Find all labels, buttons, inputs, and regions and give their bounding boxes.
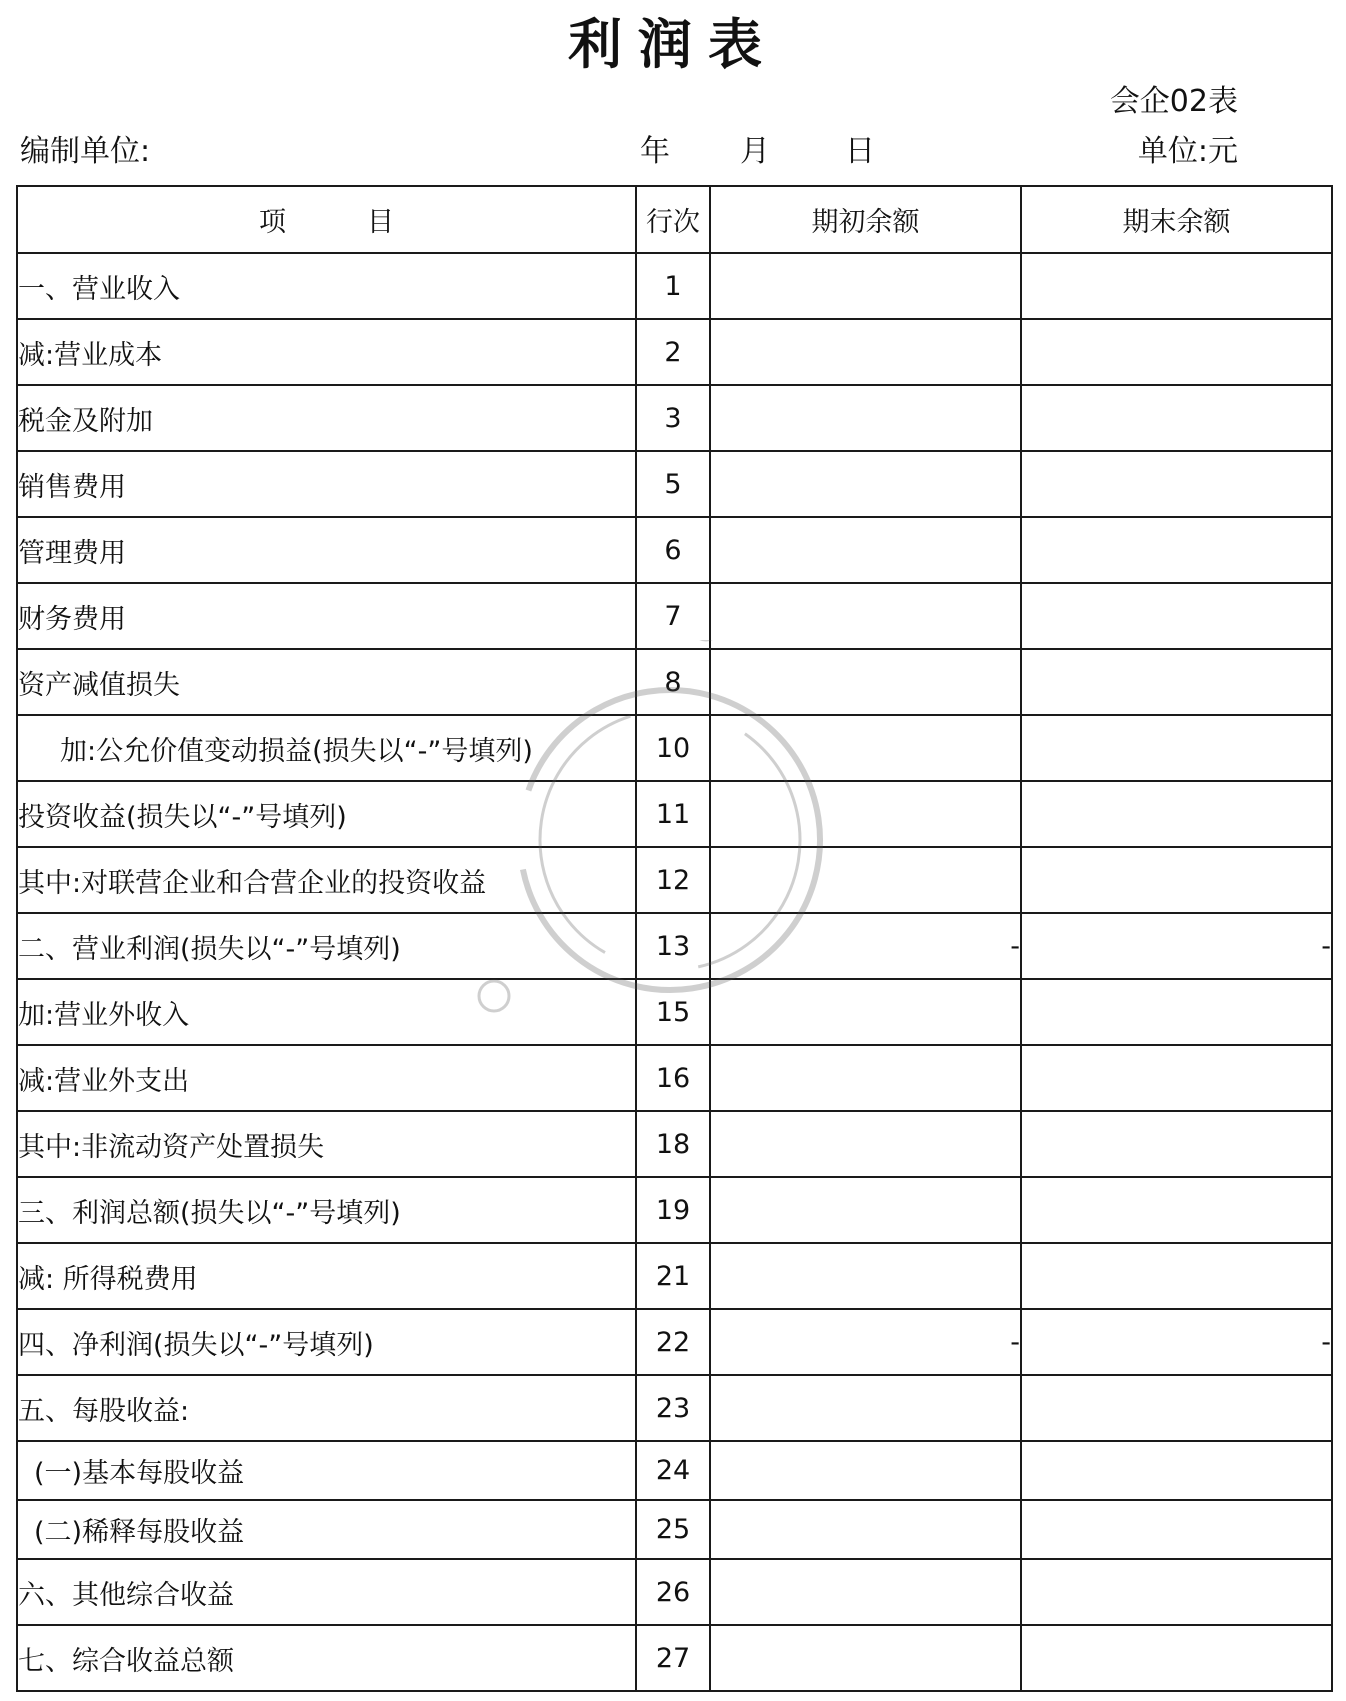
item-cell: 二、营业利润(损失以“-”号填列) <box>17 913 636 979</box>
line-number-cell: 21 <box>636 1243 710 1309</box>
compiler-label: 编制单位: <box>20 134 151 169</box>
header-line: 行次 <box>636 186 710 253</box>
line-number-cell: 24 <box>636 1441 710 1500</box>
line-number-cell: 12 <box>636 847 710 913</box>
item-cell: 其中:非流动资产处置损失 <box>17 1111 636 1177</box>
item-cell: 投资收益(损失以“-”号填列) <box>17 781 636 847</box>
unit-label: 单位:元 <box>1137 134 1238 169</box>
item-cell: 三、利润总额(损失以“-”号填列) <box>17 1177 636 1243</box>
opening-balance-cell[interactable] <box>710 319 1021 385</box>
closing-balance-cell[interactable] <box>1021 385 1332 451</box>
opening-balance-cell[interactable] <box>710 847 1021 913</box>
item-cell: 减: 所得税费用 <box>17 1243 636 1309</box>
opening-balance-cell[interactable] <box>710 1243 1021 1309</box>
closing-balance-cell[interactable]: - <box>1021 1309 1332 1375</box>
table-row <box>17 1375 1332 1441</box>
closing-balance-cell[interactable] <box>1021 649 1332 715</box>
closing-balance-cell[interactable] <box>1021 583 1332 649</box>
closing-balance-cell[interactable]: - <box>1021 913 1332 979</box>
table-row <box>17 319 1332 385</box>
line-number-cell: 10 <box>636 715 710 781</box>
table-row <box>17 979 1332 1045</box>
item-cell: 管理费用 <box>17 517 636 583</box>
income-statement-table <box>16 185 1333 1692</box>
table-row <box>17 781 1332 847</box>
date-day: 日 <box>845 134 875 169</box>
opening-balance-cell[interactable]: - <box>710 1309 1021 1375</box>
opening-balance-cell[interactable] <box>710 1111 1021 1177</box>
item-cell: 一、营业收入 <box>17 253 636 319</box>
table-row <box>17 385 1332 451</box>
line-number-cell: 18 <box>636 1111 710 1177</box>
opening-balance-cell[interactable] <box>710 1559 1021 1625</box>
table-row <box>17 715 1332 781</box>
table-row <box>17 583 1332 649</box>
line-number-cell: 1 <box>636 253 710 319</box>
table-row <box>17 1625 1332 1691</box>
item-cell: 销售费用 <box>17 451 636 517</box>
closing-balance-cell[interactable] <box>1021 1045 1332 1111</box>
report-date <box>640 132 875 172</box>
line-number-cell: 13 <box>636 913 710 979</box>
closing-balance-cell[interactable] <box>1021 1625 1332 1691</box>
item-cell: (一)基本每股收益 <box>17 1441 636 1500</box>
opening-balance-cell[interactable] <box>710 385 1021 451</box>
item-cell: 其中:对联营企业和合营企业的投资收益 <box>17 847 636 913</box>
item-cell: 六、其他综合收益 <box>17 1559 636 1625</box>
opening-balance-cell[interactable]: - <box>710 913 1021 979</box>
opening-balance-cell[interactable] <box>710 1441 1021 1500</box>
closing-balance-cell[interactable] <box>1021 1441 1332 1500</box>
item-cell: 财务费用 <box>17 583 636 649</box>
table-row <box>17 1559 1332 1625</box>
report-title: 利润表 <box>568 13 778 76</box>
opening-balance-cell[interactable] <box>710 1625 1021 1691</box>
table-row <box>17 1441 1332 1500</box>
item-cell: 加:营业外收入 <box>17 979 636 1045</box>
table-row <box>17 1500 1332 1559</box>
opening-balance-cell[interactable] <box>710 715 1021 781</box>
table-row <box>17 517 1332 583</box>
table-row <box>17 1045 1332 1111</box>
header-opening-balance: 期初余额 <box>710 186 1021 253</box>
line-number-cell: 15 <box>636 979 710 1045</box>
opening-balance-cell[interactable] <box>710 1500 1021 1559</box>
line-number-cell: 5 <box>636 451 710 517</box>
form-code: 会企02表 <box>1109 84 1238 119</box>
table-row <box>17 1309 1332 1375</box>
item-cell: 四、净利润(损失以“-”号填列) <box>17 1309 636 1375</box>
opening-balance-cell[interactable] <box>710 451 1021 517</box>
table-row <box>17 847 1332 913</box>
closing-balance-cell[interactable] <box>1021 1375 1332 1441</box>
closing-balance-cell[interactable] <box>1021 319 1332 385</box>
item-cell: 五、每股收益: <box>17 1375 636 1441</box>
item-cell: 七、综合收益总额 <box>17 1625 636 1691</box>
opening-balance-cell[interactable] <box>710 1177 1021 1243</box>
table-row <box>17 1177 1332 1243</box>
closing-balance-cell[interactable] <box>1021 253 1332 319</box>
line-number-cell: 16 <box>636 1045 710 1111</box>
header-item: 项 目 <box>17 186 636 253</box>
line-number-cell: 27 <box>636 1625 710 1691</box>
closing-balance-cell[interactable] <box>1021 517 1332 583</box>
opening-balance-cell[interactable] <box>710 1375 1021 1441</box>
line-number-cell: 11 <box>636 781 710 847</box>
opening-balance-cell[interactable] <box>710 517 1021 583</box>
date-year: 年 <box>640 134 670 169</box>
item-cell: 税金及附加 <box>17 385 636 451</box>
closing-balance-cell[interactable] <box>1021 1177 1332 1243</box>
opening-balance-cell[interactable] <box>710 253 1021 319</box>
table-row <box>17 913 1332 979</box>
opening-balance-cell[interactable] <box>710 979 1021 1045</box>
header-row <box>17 186 1332 253</box>
line-number-cell: 8 <box>636 649 710 715</box>
opening-balance-cell[interactable] <box>710 583 1021 649</box>
line-number-cell: 2 <box>636 319 710 385</box>
line-number-cell: 23 <box>636 1375 710 1441</box>
closing-balance-cell[interactable] <box>1021 847 1332 913</box>
item-cell: 减:营业外支出 <box>17 1045 636 1111</box>
item-cell: 减:营业成本 <box>17 319 636 385</box>
item-cell: (二)稀释每股收益 <box>17 1500 636 1559</box>
opening-balance-cell[interactable] <box>710 649 1021 715</box>
closing-balance-cell[interactable] <box>1021 1559 1332 1625</box>
table-row <box>17 1243 1332 1309</box>
closing-balance-cell[interactable] <box>1021 781 1332 847</box>
line-number-cell: 7 <box>636 583 710 649</box>
table-row <box>17 1111 1332 1177</box>
line-number-cell: 6 <box>636 517 710 583</box>
line-number-cell: 19 <box>636 1177 710 1243</box>
line-number-cell: 22 <box>636 1309 710 1375</box>
opening-balance-cell[interactable] <box>710 1045 1021 1111</box>
table-row <box>17 451 1332 517</box>
opening-balance-cell[interactable] <box>710 781 1021 847</box>
date-month: 月 <box>740 134 770 169</box>
closing-balance-cell[interactable] <box>1021 1243 1332 1309</box>
closing-balance-cell[interactable] <box>1021 715 1332 781</box>
line-number-cell: 3 <box>636 385 710 451</box>
closing-balance-cell[interactable] <box>1021 1500 1332 1559</box>
line-number-cell: 25 <box>636 1500 710 1559</box>
item-cell: 加:公允价值变动损益(损失以“-”号填列) <box>17 715 636 781</box>
line-number-cell: 26 <box>636 1559 710 1625</box>
table-row <box>17 649 1332 715</box>
closing-balance-cell[interactable] <box>1021 1111 1332 1177</box>
closing-balance-cell[interactable] <box>1021 979 1332 1045</box>
table-row <box>17 253 1332 319</box>
header-closing-balance: 期末余额 <box>1021 186 1332 253</box>
closing-balance-cell[interactable] <box>1021 451 1332 517</box>
item-cell: 资产减值损失 <box>17 649 636 715</box>
